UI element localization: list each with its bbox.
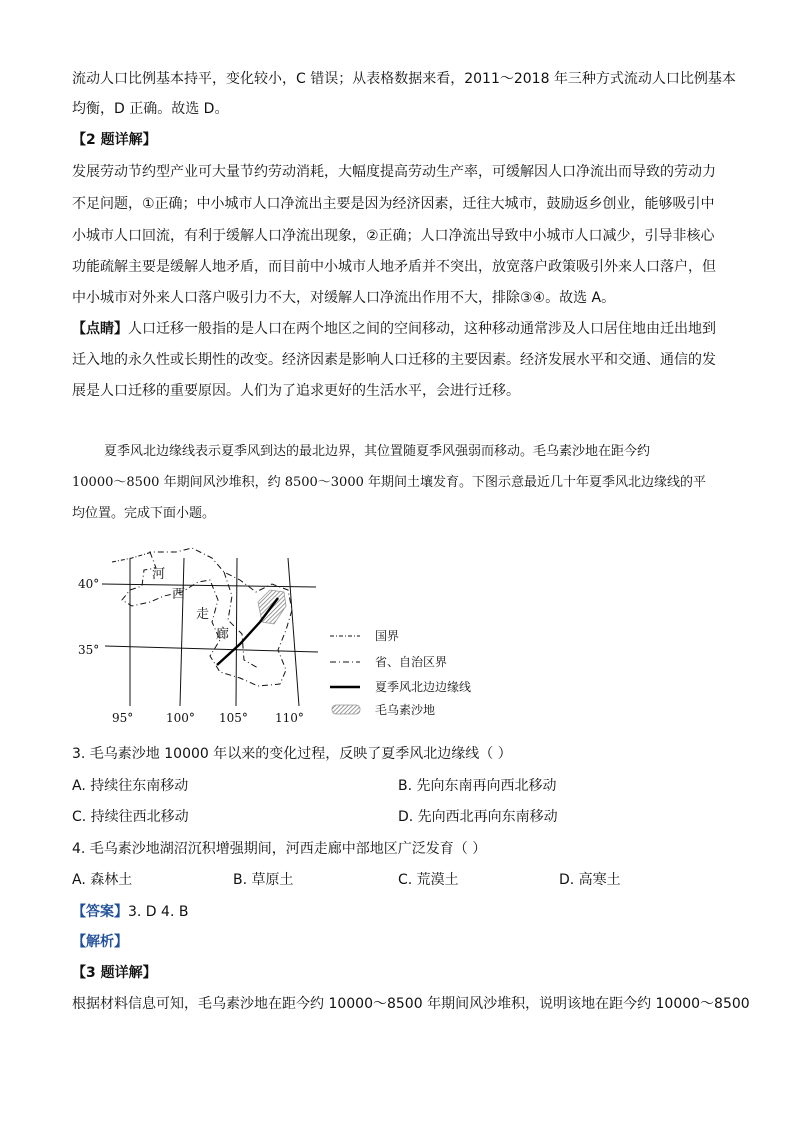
- dianjing-line: [72, 320, 716, 338]
- place-char: 河: [152, 567, 166, 582]
- latitude-line: [105, 646, 318, 652]
- paragraph-line: 功能疏解主要是缓解人地矛盾，而目前中小城市人地矛盾并不突出，放宽落户政策吸引外来人口落户，但: [72, 259, 716, 275]
- material-line: 夏季风北边缘线表示夏季风到达的最北边界，其位置随夏季风强弱而移动。毛乌素沙地在距今约: [104, 444, 651, 459]
- question-stem: 3. 毛乌素沙地 10000 年以来的变化过程，反映了夏季风北边缘线（ ）: [72, 746, 512, 762]
- legend-label: 省、自治区界: [375, 655, 448, 669]
- option-b: B. 草原土: [233, 872, 294, 888]
- national-boundary: [112, 552, 152, 562]
- paragraph-line: 流动人口比例基本持平，变化较小，C 错误；从表格数据来看，2011～2018 年三种方式流动人口比例基本: [72, 71, 736, 87]
- paragraph-line: 均衡，D 正确。故选 D。: [72, 101, 229, 117]
- legend-label: 国界: [375, 629, 400, 643]
- place-char: 西: [172, 587, 186, 602]
- legend-label: 夏季风北边边缘线: [375, 680, 472, 694]
- question-stem: 4. 毛乌素沙地湖沼沉积增强期间，河西走廊中部地区广泛发育（ ）: [72, 841, 487, 857]
- paragraph-line: 展是人口迁移的重要原因。人们为了追求更好的生活水平，会进行迁移。: [72, 383, 520, 399]
- place-char: 廊: [216, 627, 230, 642]
- longitude-line: [180, 558, 184, 706]
- section-heading: 【3 题详解】: [72, 965, 157, 981]
- paragraph-line: 不足问题，①正确；中小城市人口净流出主要是因为经济因素，迁往大城市，鼓励返乡创业，能够吸引中: [72, 196, 715, 212]
- answer-text: 3. D 4. B: [128, 904, 189, 920]
- option-d: D. 高寒土: [559, 872, 621, 888]
- paragraph-line: 迁入地的永久性或长期性的改变。经济因素是影响人口迁移的主要因素。经济发展水平和交通、通信的发: [72, 352, 716, 368]
- lon-label: 105°: [219, 711, 248, 725]
- option-c: C. 荒漠土: [398, 872, 459, 888]
- dianjing-label: 【点睛】: [72, 321, 128, 337]
- paragraph-line: 中小城市对外来人口落户吸引力不大，对缓解人口净流出作用不大，排除③④。故选 A。: [72, 290, 616, 306]
- place-char: 走: [196, 607, 210, 622]
- lon-label: 100°: [166, 711, 195, 725]
- lat-label: 40°: [78, 577, 100, 591]
- material-line: 10000～8500 年期间风沙堆积，约 8500～3000 年期间土壤发育。下图示意最近几十年夏季风北边缘线的平: [72, 475, 707, 490]
- option-d: D. 先向西北再向东南移动: [398, 809, 558, 825]
- summer-monsoon-map: [72, 540, 472, 730]
- map-legend: [330, 629, 471, 717]
- paragraph-line: 根据材料信息可知，毛乌素沙地在距今约 10000～8500 年期间风沙堆积，说明该地在距今约 10000～8500: [72, 996, 750, 1012]
- analysis-heading: 【解析】: [72, 934, 128, 950]
- answer-label: 【答案】: [72, 904, 128, 920]
- longitude-line: [236, 558, 237, 706]
- legend-sandy-symbol: [332, 705, 360, 714]
- lat-label: 35°: [78, 643, 100, 657]
- option-c: C. 持续往西北移动: [72, 809, 189, 825]
- material-line: 均位置。完成下面小题。: [72, 506, 216, 521]
- section-heading: 【2 题详解】: [72, 132, 157, 148]
- dianjing-text: 人口迁移一般指的是人口在两个地区之间的空间移动，这种移动通常涉及人口居住地由迁出地到: [128, 321, 716, 337]
- longitude-line: [288, 558, 299, 706]
- lon-label: 95°: [112, 711, 134, 725]
- option-a: A. 持续往东南移动: [72, 778, 189, 794]
- paragraph-line: 发展劳动节约型产业可大量节约劳动消耗，大幅度提高劳动生产率，可缓解因人口净流出而导致的劳动力: [72, 164, 716, 180]
- paragraph-line: 小城市人口回流，有利于缓解人口净流出现象，②正确；人口净流出导致中小城市人口减少，引导非核心: [72, 228, 715, 244]
- answer-line: [72, 903, 188, 921]
- latitude-line: [102, 584, 316, 587]
- option-a: A. 森林土: [72, 872, 133, 888]
- legend-label: 毛乌素沙地: [375, 703, 436, 717]
- option-b: B. 先向东南再向西北移动: [398, 778, 557, 794]
- lon-label: 110°: [275, 711, 304, 725]
